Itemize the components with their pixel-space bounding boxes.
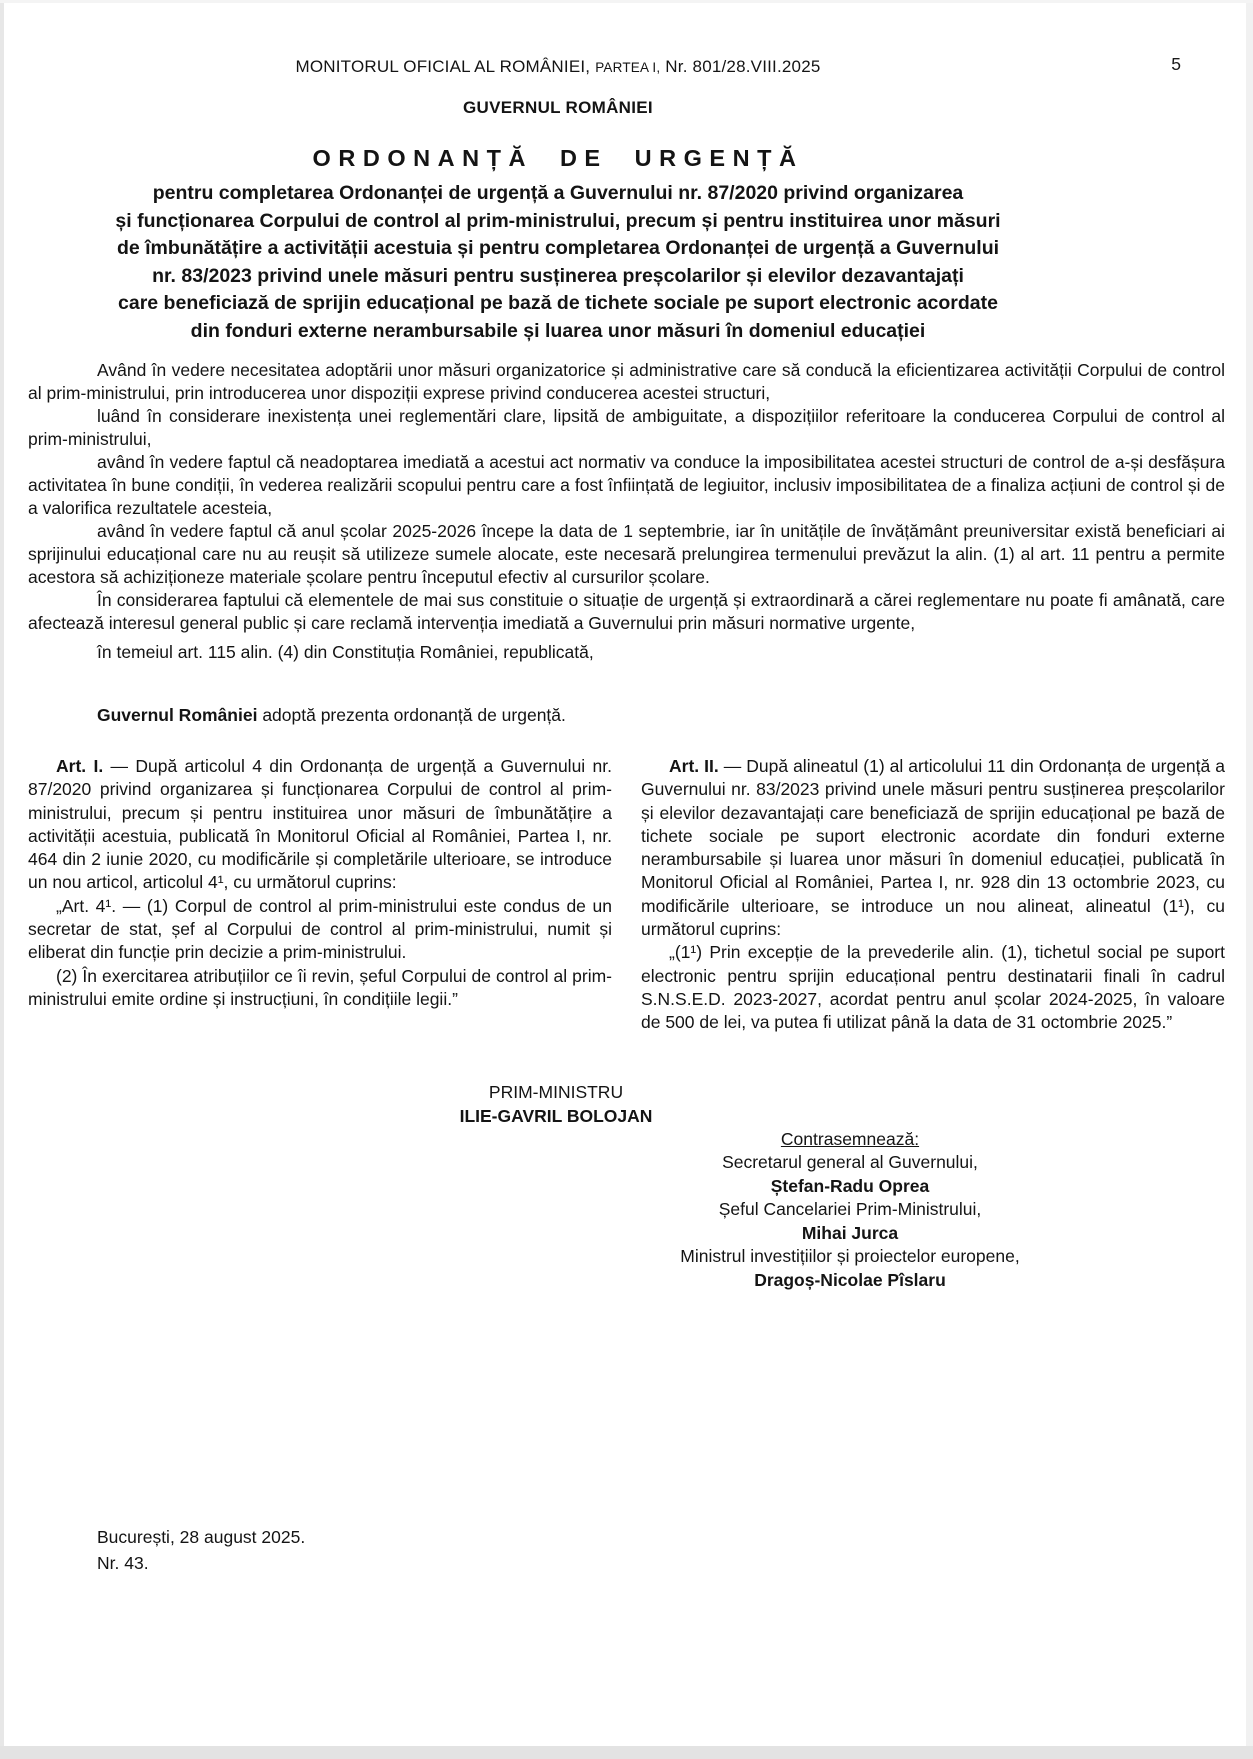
preamble-paragraph: având în vedere faptul că anul școlar 2025-2026 începe la data de 1 septembrie, iar în unitățile de învățământ preuniversitar există beneficiari ai sprijinului educațional care nu au reușit să utilizeze sumele alocate, este necesară prelungirea termenului prevăzut la alin. (1) al art. 11 pentru a permite acestora să achiziționeze materiale școlare pentru începutul efectiv al cursurilor școlare. xyxy=(28,521,1225,587)
scan-edge-left xyxy=(0,0,4,1759)
enactment-clause xyxy=(28,704,1225,727)
footer-place-date: București, 28 august 2025. xyxy=(97,1527,306,1548)
column-right xyxy=(641,755,1225,1035)
preamble-paragraph: În considerarea faptului că elementele de mai sus constituie o situație de urgență și extraordinară a cărei reglementare nu poate fi amânată, care afectează interesul general public și care reclamă intervenția imediată a Guvernului prin măsuri normative urgente, xyxy=(28,590,1225,633)
article-1-intro-text: — După articolul 4 din Ordonanța de urgență a Guvernului nr. 87/2020 privind organizarea și funcționarea Corpului de control al prim-ministrului, precum și pentru instituirea unor măsuri de îmbunătățire a activității acestuia, publicată în Monitorul Oficial al României, Partea I, nr. 464 din 2 iunie 2020, cu modificările și completările ulterioare, se introduce un nou articol, articolul 4¹, cu următorul cuprins: xyxy=(28,756,612,893)
column-left xyxy=(28,755,612,1035)
countersigner-name: Ștefan-Radu Oprea xyxy=(770,1175,930,1196)
scan-edge-right xyxy=(1246,0,1253,1759)
article-2-label: Art. II. xyxy=(669,756,719,776)
countersigner-role: Șeful Cancelariei Prim-Ministrului, xyxy=(718,1199,982,1220)
article-1-paragraph: „Art. 4¹. — (1) Corpul de control al prim-ministrului este condus de un secretar de stat, șef al Corpului de control al prim-ministrului, numit și eliberat din funcție prin decizie a prim-ministrului. xyxy=(28,895,612,963)
journal-header xyxy=(28,57,1088,77)
enactment-text: adoptă prezenta ordonanță de urgență. xyxy=(257,705,566,725)
article-1-paragraph: (2) În exercitarea atribuțiilor ce îi revin, șeful Corpului de control al prim-ministrului emite ordine și instrucțiuni, în condițiile legii.” xyxy=(28,965,612,1009)
preamble xyxy=(28,359,1225,664)
article-2-intro xyxy=(641,755,1225,941)
countersignatures xyxy=(570,1128,1130,1293)
issuer-heading: GUVERNUL ROMÂNIEI xyxy=(463,98,653,117)
subtitle-line: și funcționarea Corpului de control al prim-ministrului, precum și pentru instituirea unor măsuri xyxy=(115,209,1001,232)
pm-name: ILIE-GAVRIL BOLOJAN xyxy=(459,1105,653,1126)
countersigner-role: Secretarul general al Guvernului, xyxy=(722,1152,978,1173)
preamble-paragraph: luând în considerare inexistența unei reglementări clare, lipsită de ambiguitate, a dispozițiilor referitoare la conducerea Corpului de control al prim-ministrului, xyxy=(28,406,1225,449)
prime-minister-signature xyxy=(28,1080,1084,1128)
act-title: ORDONANȚĂ DE URGENȚĂ xyxy=(312,145,804,171)
journal-issue: Nr. 801/28.VIII.2025 xyxy=(665,57,821,76)
subtitle-line: din fonduri externe nerambursabile și luarea unor măsuri în domeniul educației xyxy=(190,319,926,342)
articles-columns xyxy=(28,755,1225,1035)
scan-edge-top xyxy=(0,0,1253,3)
journal-part: PARTEA I, xyxy=(595,60,661,75)
subtitle-line: care beneficiază de sprijin educațional pe bază de tichete sociale pe suport electronic acordate xyxy=(118,292,998,314)
countersigner-role: Ministrul investițiilor și proiectelor europene, xyxy=(680,1246,1020,1267)
scan-edge-bottom xyxy=(0,1746,1253,1759)
article-1-intro xyxy=(28,755,612,895)
preamble-paragraph: având în vedere faptul că neadoptarea imediată a acestui act normativ va conduce la imposibilitatea acestei structuri de control de a-și desfășura activitatea în bune condiții, în vederea realizării scopului pentru care a fost înființată de legiuitor, inclusiv imposibilitatea de a finaliza acțiuni de control și de a valorifica rezultatele acesteia, xyxy=(28,452,1225,518)
subtitle-line: pentru completarea Ordonanței de urgență a Guvernului nr. 87/2020 privind organizarea xyxy=(152,182,964,204)
countersigner-name: Dragoș-Nicolae Pîslaru xyxy=(754,1269,946,1290)
article-2-paragraph: „(1¹) Prin excepție de la prevederile alin. (1), tichetul social pe suport electronic pentru sprijin educațional pentru destinatarii finali în cadrul S.N.S.E.D. 2023-2027, acordat pentru anul școlar 2024-2025, în valoare de 500 de lei, va putea fi utilizat până la data de 31 octombrie 2025.” xyxy=(641,942,1225,1033)
article-1-label: Art. I. xyxy=(56,756,104,776)
pm-title: PRIM-MINISTRU xyxy=(488,1081,624,1102)
preamble-paragraph: Având în vedere necesitatea adoptării unor măsuri organizatorice și administrative care să conducă la eficientizarea activității Corpului de control al prim-ministrului, prin introducerea unor dispoziții exprese privind conducerea acestei structuri, xyxy=(28,360,1225,403)
journal-title: MONITORUL OFICIAL AL ROMÂNIEI, xyxy=(295,57,591,76)
page-number: 5 xyxy=(1171,54,1181,74)
article-2-intro-text: — După alineatul (1) al articolului 11 din Ordonanța de urgență a Guvernului nr. 83/2023 privind unele măsuri pentru susținerea preșcolarilor și elevilor dezavantajați care beneficiază de sprijin educațional pe bază de tichete sociale pe suport electronic acordate din fonduri externe nerambursabile și luarea unor măsuri în domeniul educației, publicată în Monitorul Oficial al României, Partea I, nr. 928 din 13 octombrie 2023, cu modificările ulterioare, se introduce un nou alineat, alineatul (1¹), cu următorul cuprins: xyxy=(641,756,1225,940)
subtitle-line: nr. 83/2023 privind unele măsuri pentru susținerea preșcolarilor și elevilor dezavantajați xyxy=(152,264,964,287)
subtitle-line: de îmbunătățire a activității acestuia și pentru completarea Ordonanței de urgență a Guvernului xyxy=(116,237,1000,259)
legal-basis-paragraph: în temeiul art. 115 alin. (4) din Constituția României, republicată, xyxy=(97,642,594,662)
document-footer xyxy=(28,1524,1225,1576)
enactment-issuer: Guvernul României xyxy=(97,705,258,725)
footer-act-number: Nr. 43. xyxy=(97,1553,149,1574)
countersigner-name: Mihai Jurca xyxy=(801,1222,899,1243)
countersign-heading: Contrasemnează: xyxy=(780,1128,920,1149)
act-subtitle xyxy=(28,180,1088,345)
